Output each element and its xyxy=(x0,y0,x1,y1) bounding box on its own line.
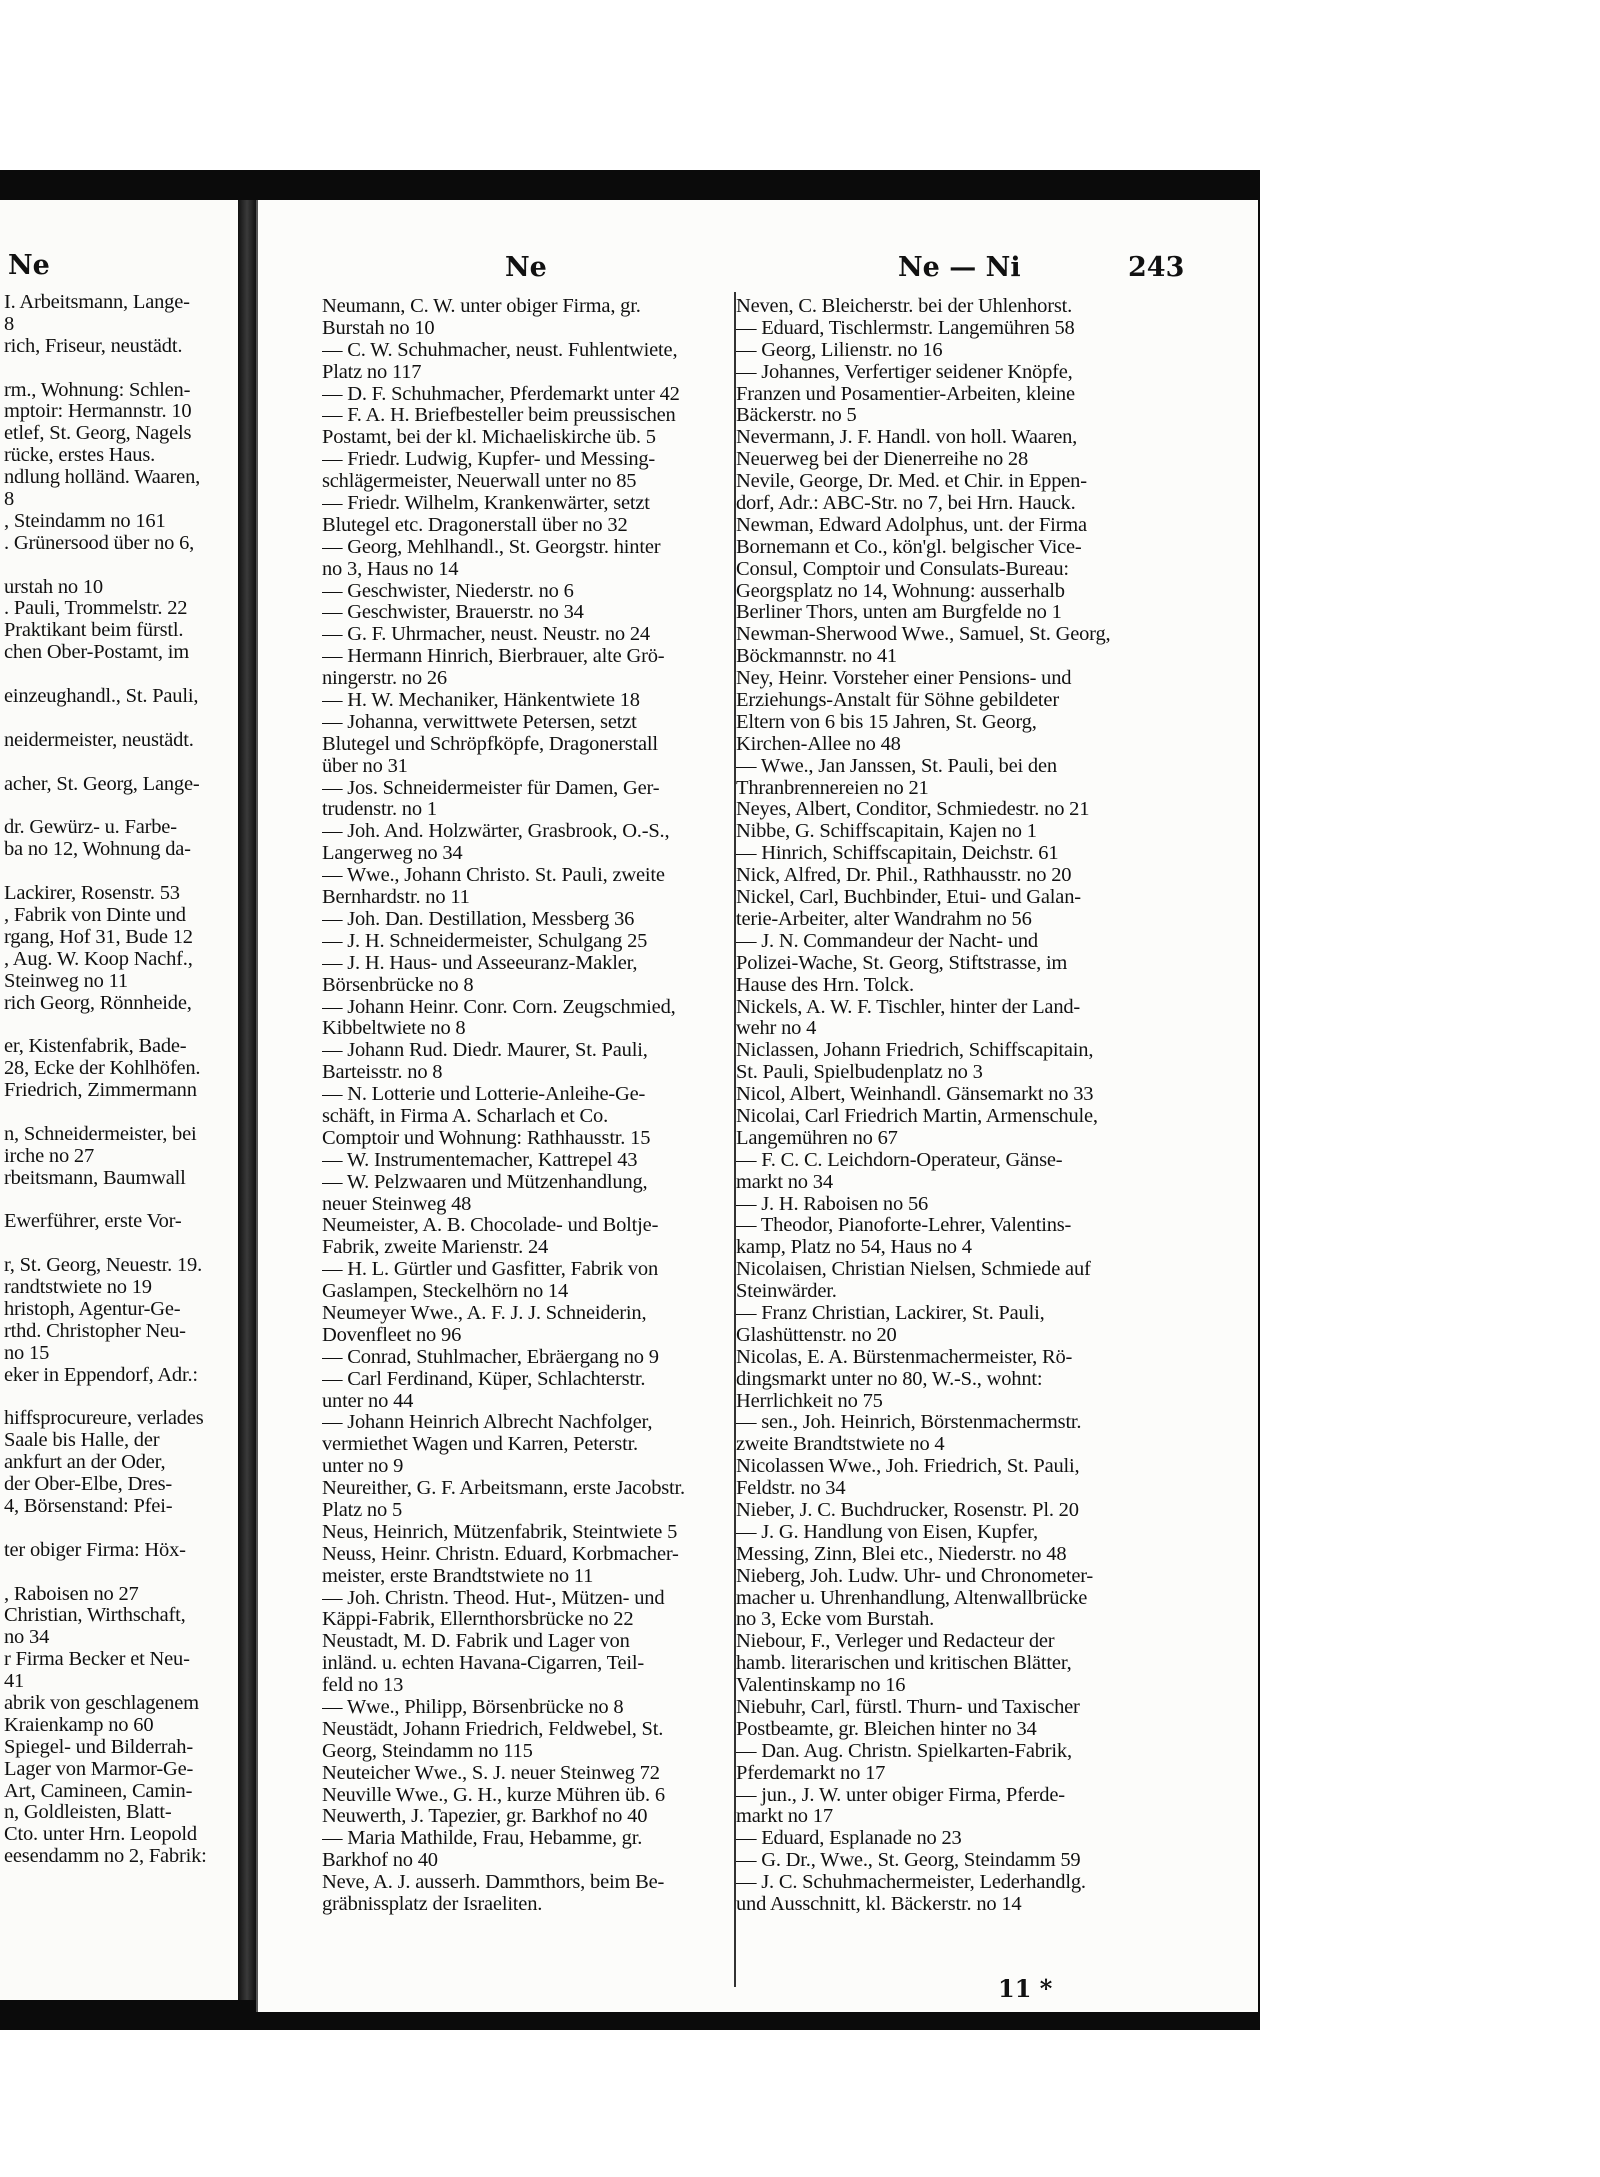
text-line: zweite Brandtstwiete no 4 xyxy=(736,1434,945,1456)
text-line: Blutegel etc. Dragonerstall über no 32 xyxy=(322,514,628,536)
text-line: — H. W. Mechaniker, Hänkentwiete 18 xyxy=(322,690,640,712)
text-line: Neuerweg bei der Dienerreihe no 28 xyxy=(736,449,1029,471)
text-line: Steinweg no 11 xyxy=(4,970,128,992)
text-line: eker in Eppendorf, Adr.: xyxy=(4,1364,198,1386)
text-line: unter no 44 xyxy=(322,1390,414,1412)
text-line: Erziehungs-Anstalt für Söhne gebildeter xyxy=(736,690,1059,712)
text-line: Neuss, Heinr. Christn. Eduard, Korbmacher- xyxy=(322,1543,679,1565)
text-line: n, Goldleisten, Blatt- xyxy=(4,1802,172,1824)
text-line: Neuteicher Wwe., S. J. neuer Steinweg 72 xyxy=(322,1762,660,1784)
text-line: — Geschwister, Niederstr. no 6 xyxy=(322,580,574,602)
text-line: no 3, Haus no 14 xyxy=(322,558,459,580)
text-line: hamb. literarischen und kritischen Blätter, xyxy=(736,1653,1072,1675)
text-line: etlef, St. Georg, Nagels xyxy=(4,423,192,445)
entry-column-2 xyxy=(736,296,1156,1916)
text-line: — J. N. Commandeur der Nacht- und xyxy=(736,930,1038,952)
text-line: , Steindamm no 161 xyxy=(4,510,166,532)
text-line: — jun., J. W. unter obiger Firma, Pferde- xyxy=(736,1784,1065,1806)
text-line: , Raboisen no 27 xyxy=(4,1583,139,1605)
text-line xyxy=(4,1387,236,1409)
text-line: ter obiger Firma: Höx- xyxy=(4,1539,186,1561)
text-line: feld no 13 xyxy=(322,1675,404,1697)
text-line: chen Ober-Postamt, im xyxy=(4,642,189,664)
text-line: dingsmarkt unter no 80, W.-S., wohnt: xyxy=(736,1368,1043,1390)
text-line: — J. H. Raboisen no 56 xyxy=(736,1193,929,1215)
text-line: hiffsprocureure, verlades xyxy=(4,1408,204,1430)
text-line xyxy=(4,1518,236,1540)
text-line: neuer Steinweg 48 xyxy=(322,1193,472,1215)
text-line: Nieberg, Joh. Ludw. Uhr- und Chronometer- xyxy=(736,1565,1094,1587)
text-line: Blutegel und Schröpfköpfe, Dragonerstall xyxy=(322,733,658,755)
text-line: schäft, in Firma A. Scharlach et Co. xyxy=(322,1105,608,1127)
text-line: — Johannes, Verfertiger seidener Knöpfe, xyxy=(736,361,1073,383)
text-line: Nicolaisen, Christian Nielsen, Schmiede auf xyxy=(736,1259,1091,1281)
text-line: no 34 xyxy=(4,1627,50,1649)
text-line: Neus, Heinrich, Mützenfabrik, Steintwiete 5 xyxy=(322,1521,678,1543)
text-line: — D. F. Schuhmacher, Pferdemarkt unter 42 xyxy=(322,383,680,405)
text-line: Niebour, F., Verleger und Redacteur der xyxy=(736,1631,1055,1653)
text-line: . Grünersood über no 6, xyxy=(4,532,195,554)
text-line xyxy=(4,1562,236,1584)
text-line: rgang, Hof 31, Bude 12 xyxy=(4,926,193,948)
text-line: rücke, erstes Haus. xyxy=(4,445,156,467)
text-line: — Wwe., Philipp, Börsenbrücke no 8 xyxy=(322,1697,624,1718)
text-line: 41 xyxy=(4,1671,25,1693)
text-line: rbeitsmann, Baumwall xyxy=(4,1167,186,1189)
text-line: Nicolassen Wwe., Joh. Friedrich, St. Pauli, xyxy=(736,1456,1080,1478)
text-line: Nibbe, G. Schiffscapitain, Kajen no 1 xyxy=(736,821,1037,843)
text-line: Georg, Steindamm no 115 xyxy=(322,1740,533,1762)
text-line: terie-Arbeiter, alter Wandrahm no 56 xyxy=(736,908,1032,930)
text-line xyxy=(4,861,236,883)
text-line: Neumeister, A. B. Chocolade- und Boltje- xyxy=(322,1215,659,1237)
text-line: inländ. u. echten Havana-Cigarren, Teil- xyxy=(322,1653,645,1675)
text-line: vermiethet Wagen und Karren, Peterstr. xyxy=(322,1434,638,1456)
left-page xyxy=(0,200,240,2000)
text-line: trudenstr. no 1 xyxy=(322,799,437,821)
text-line: eesendamm no 2, Fabrik: xyxy=(4,1846,207,1868)
text-line xyxy=(4,752,236,774)
text-line: Hause des Hrn. Tolck. xyxy=(736,974,914,996)
text-line: Kraienkamp no 60 xyxy=(4,1714,154,1736)
text-line: n, Schneidermeister, bei xyxy=(4,1123,197,1145)
text-line: Nevermann, J. F. Handl. von holl. Waaren, xyxy=(736,427,1078,449)
text-line: — Johann Rud. Diedr. Maurer, St. Pauli, xyxy=(322,1040,648,1062)
text-line: — sen., Joh. Heinrich, Börstenmachermstr. xyxy=(736,1412,1082,1434)
text-line: Ney, Heinr. Vorsteher einer Pensions- und xyxy=(736,668,1072,690)
text-line: markt no 34 xyxy=(736,1171,833,1193)
text-line: abrik von geschlagenem xyxy=(4,1693,199,1714)
text-line: Nick, Alfred, Dr. Phil., Rathhausstr. no 20 xyxy=(736,865,1072,887)
text-line: Franzen und Posamentier-Arbeiten, kleine xyxy=(736,383,1075,405)
text-line: — Franz Christian, Lackirer, St. Pauli, xyxy=(736,1302,1045,1324)
text-line: — Joh. And. Holzwärter, Grasbrook, O.-S., xyxy=(322,821,670,843)
right-page-header-right: Ne — Ni xyxy=(898,252,1021,283)
text-line: Käppi-Fabrik, Ellernthorsbrücke no 22 xyxy=(322,1609,634,1631)
left-page-header: Ne xyxy=(8,250,50,281)
text-line: neidermeister, neustädt. xyxy=(4,729,194,751)
text-line: r Firma Becker et Neu- xyxy=(4,1649,190,1671)
text-line: Newman-Sherwood Wwe., Samuel, St. Georg, xyxy=(736,624,1111,646)
text-line: — Conrad, Stuhlmacher, Ebräergang no 9 xyxy=(322,1346,659,1368)
text-line: 8 xyxy=(4,489,15,511)
text-line: macher u. Uhrenhandlung, Altenwallbrücke xyxy=(736,1587,1088,1609)
text-line: Neustädt, Johann Friedrich, Feldwebel, St. xyxy=(322,1718,664,1740)
text-line: no 3, Ecke vom Burstah. xyxy=(736,1609,935,1631)
text-line: Bornemann et Co., kön'gl. belgischer Vice- xyxy=(736,536,1082,558)
text-line: meister, erste Brandtstwiete no 11 xyxy=(322,1565,594,1587)
text-line: r, St. Georg, Neuestr. 19. xyxy=(4,1255,203,1277)
text-line: urstah no 10 xyxy=(4,576,103,598)
text-line: Polizei-Wache, St. Georg, Stiftstrasse, im xyxy=(736,952,1068,974)
text-line: über no 31 xyxy=(322,755,408,777)
text-line: Neven, C. Bleicherstr. bei der Uhlenhorst. xyxy=(736,296,1073,317)
text-line: Langemühren no 67 xyxy=(736,1127,898,1149)
text-line: Dovenfleet no 96 xyxy=(322,1324,462,1346)
text-line: — Georg, Lilienstr. no 16 xyxy=(736,339,943,361)
text-line: 8 xyxy=(4,313,15,335)
text-line: Feldstr. no 34 xyxy=(736,1478,846,1500)
right-page xyxy=(256,200,1258,2012)
text-line: Praktikant beim fürstl. xyxy=(4,620,184,642)
signature-mark: 11 * xyxy=(998,1974,1053,2003)
text-line: Messing, Zinn, Blei etc., Niederstr. no 48 xyxy=(736,1543,1067,1565)
text-line: kamp, Platz no 54, Haus no 4 xyxy=(736,1237,972,1259)
text-line: — Wwe., Jan Janssen, St. Pauli, bei den xyxy=(736,755,1057,777)
text-line: — G. Dr., Wwe., St. Georg, Steindamm 59 xyxy=(736,1850,1081,1872)
text-line: — J. C. Schuhmachermeister, Lederhandlg. xyxy=(736,1872,1086,1894)
text-line: wehr no 4 xyxy=(736,1018,817,1040)
text-line xyxy=(4,358,236,380)
text-line: — Eduard, Tischlermstr. Langemühren 58 xyxy=(736,317,1075,339)
text-line: — W. Pelzwaaren und Mützenhandlung, xyxy=(322,1171,648,1193)
text-line: ba no 12, Wohnung da- xyxy=(4,839,191,861)
text-line: Spiegel- und Bilderrah- xyxy=(4,1736,193,1758)
entry-column-1 xyxy=(322,296,732,1916)
text-line xyxy=(4,1190,236,1212)
text-line: Nicolai, Carl Friedrich Martin, Armenschule, xyxy=(736,1105,1098,1127)
text-line: Steinwärder. xyxy=(736,1281,837,1303)
text-line: — N. Lotterie und Lotterie-Anleihe-Ge- xyxy=(322,1084,646,1106)
text-line: Art, Camineen, Camin- xyxy=(4,1780,193,1802)
text-line: — W. Instrumentemacher, Kattrepel 43 xyxy=(322,1149,638,1171)
text-line: Pferdemarkt no 17 xyxy=(736,1762,886,1784)
text-line: Lager von Marmor-Ge- xyxy=(4,1758,194,1780)
text-line: dr. Gewürz- u. Farbe- xyxy=(4,817,177,839)
text-line: — Carl Ferdinand, Küper, Schlachterstr. xyxy=(322,1368,646,1390)
text-line: Nickel, Carl, Buchbinder, Etui- und Galan- xyxy=(736,887,1081,909)
text-line: — Theodor, Pianoforte-Lehrer, Valentins- xyxy=(736,1215,1072,1237)
text-line: rich Georg, Rönnheide, xyxy=(4,992,192,1014)
text-line: rthd. Christopher Neu- xyxy=(4,1320,186,1342)
text-line: gräbnissplatz der Israeliten. xyxy=(322,1894,543,1916)
text-line: der Ober-Elbe, Dres- xyxy=(4,1474,173,1496)
text-line: Nevile, George, Dr. Med. et Chir. in Eppen- xyxy=(736,471,1087,493)
text-line: Börsenbrücke no 8 xyxy=(322,974,474,996)
text-line: Postbeamte, gr. Bleichen hinter no 34 xyxy=(736,1718,1037,1740)
text-line xyxy=(4,1102,236,1124)
text-line: acher, St. Georg, Lange- xyxy=(4,773,200,795)
text-line: Platz no 5 xyxy=(322,1499,402,1521)
text-line: — Johanna, verwittwete Petersen, setzt xyxy=(322,711,637,733)
text-line: Herrlichkeit no 75 xyxy=(736,1390,883,1412)
text-line: Barteisstr. no 8 xyxy=(322,1062,443,1084)
text-line: dorf, Adr.: ABC-Str. no 7, bei Hrn. Hauck. xyxy=(736,493,1076,515)
text-line: 4, Börsenstand: Pfei- xyxy=(4,1495,173,1517)
text-line: — Hermann Hinrich, Bierbrauer, alte Grö- xyxy=(322,646,665,668)
text-line xyxy=(4,1014,236,1036)
text-line: — Eduard, Esplanade no 23 xyxy=(736,1828,962,1850)
text-line: — Georg, Mehlhandl., St. Georgstr. hinter xyxy=(322,536,661,558)
text-line xyxy=(4,708,236,730)
text-line: mptoir: Hermannstr. 10 xyxy=(4,401,192,423)
text-line xyxy=(4,1233,236,1255)
text-line: Neuwerth, J. Tapezier, gr. Barkhof no 40 xyxy=(322,1806,648,1828)
text-line: . Pauli, Trommelstr. 22 xyxy=(4,598,188,620)
text-line: und Ausschnitt, kl. Bäckerstr. no 14 xyxy=(736,1894,1022,1916)
text-line: — G. F. Uhrmacher, neust. Neustr. no 24 xyxy=(322,624,650,646)
text-line: — F. A. H. Briefbesteller beim preussischen xyxy=(322,405,676,427)
text-line: Gaslampen, Steckelhörn no 14 xyxy=(322,1281,569,1303)
text-line: Nicol, Albert, Weinhandl. Gänsemarkt no 33 xyxy=(736,1084,1094,1106)
text-line: Neumeyer Wwe., A. F. J. J. Schneiderin, xyxy=(322,1302,647,1324)
text-line: Neumann, C. W. unter obiger Firma, gr. xyxy=(322,296,641,317)
text-line: Niclassen, Johann Friedrich, Schiffscapitain, xyxy=(736,1040,1094,1062)
text-line xyxy=(4,795,236,817)
text-line: Platz no 117 xyxy=(322,361,422,383)
text-line: Kibbeltwiete no 8 xyxy=(322,1018,466,1040)
text-line: randtstwiete no 19 xyxy=(4,1277,152,1299)
text-line: — Johann Heinr. Conr. Corn. Zeugschmied, xyxy=(322,996,676,1018)
text-line xyxy=(4,664,236,686)
text-line: rich, Friseur, neustädt. xyxy=(4,335,183,357)
text-line: 28, Ecke der Kohlhöfen. xyxy=(4,1058,201,1080)
text-line: markt no 17 xyxy=(736,1806,833,1828)
text-line: Neustadt, M. D. Fabrik und Lager von xyxy=(322,1631,630,1653)
text-line: Postamt, bei der kl. Michaeliskirche üb. 5 xyxy=(322,427,656,449)
text-line: — Johann Heinrich Albrecht Nachfolger, xyxy=(322,1412,653,1434)
text-line: Burstah no 10 xyxy=(322,317,435,339)
text-line: Barkhof no 40 xyxy=(322,1850,438,1872)
text-line: Neureither, G. F. Arbeitsmann, erste Jacobstr. xyxy=(322,1478,685,1500)
text-line: Bäckerstr. no 5 xyxy=(736,405,857,427)
text-line: — Wwe., Johann Christo. St. Pauli, zweite xyxy=(322,865,665,887)
text-line: Fabrik, zweite Marienstr. 24 xyxy=(322,1237,549,1259)
text-line: Saale bis Halle, der xyxy=(4,1430,160,1452)
text-line: Comptoir und Wohnung: Rathhausstr. 15 xyxy=(322,1127,651,1149)
text-line: Kirchen-Allee no 48 xyxy=(736,733,901,755)
text-line: , Fabrik von Dinte und xyxy=(4,904,186,926)
text-line: Nicolas, E. A. Bürstenmachermeister, Rö- xyxy=(736,1346,1073,1368)
text-line: — Hinrich, Schiffscapitain, Deichstr. 61 xyxy=(736,843,1059,865)
text-line: unter no 9 xyxy=(322,1456,404,1478)
right-page-header-left: Ne xyxy=(505,252,547,283)
text-line: hristoph, Agentur-Ge- xyxy=(4,1298,181,1320)
text-line: ankfurt an der Oder, xyxy=(4,1452,166,1474)
text-line: Neuville Wwe., G. H., kurze Mühren üb. 6 xyxy=(322,1784,665,1806)
text-line: Neyes, Albert, Conditor, Schmiedestr. no 21 xyxy=(736,799,1090,821)
text-line: — J. H. Schneidermeister, Schulgang 25 xyxy=(322,930,648,952)
text-line: — Joh. Christn. Theod. Hut-, Mützen- und xyxy=(322,1587,665,1609)
book-gutter xyxy=(238,200,256,2000)
text-line: — Joh. Dan. Destillation, Messberg 36 xyxy=(322,908,635,930)
text-line: irche no 27 xyxy=(4,1145,95,1167)
text-line: — H. L. Gürtler und Gasfitter, Fabrik von xyxy=(322,1259,658,1281)
text-line: einzeughandl., St. Pauli, xyxy=(4,686,199,708)
text-line: Friedrich, Zimmermann xyxy=(4,1080,197,1102)
text-line: Cto. unter Hrn. Leopold xyxy=(4,1824,197,1846)
text-line: no 15 xyxy=(4,1342,50,1364)
text-line: — J. G. Handlung von Eisen, Kupfer, xyxy=(736,1521,1038,1543)
text-line: schlägermeister, Neuerwall unter no 85 xyxy=(322,471,637,493)
text-line: Ewerführer, erste Vor- xyxy=(4,1211,182,1233)
text-line: Neve, A. J. ausserh. Dammthors, beim Be- xyxy=(322,1872,665,1894)
text-line: er, Kistenfabrik, Bade- xyxy=(4,1036,187,1058)
left-page-text-column xyxy=(4,292,236,1868)
text-line: Böckmannstr. no 41 xyxy=(736,646,897,668)
text-line: Niebuhr, Carl, fürstl. Thurn- und Taxischer xyxy=(736,1697,1080,1718)
page-number: 243 xyxy=(1128,252,1185,283)
text-line: , Aug. W. Koop Nachf., xyxy=(4,948,193,970)
text-line: Consul, Comptoir und Consulats-Bureau: xyxy=(736,558,1069,580)
text-line: — Jos. Schneidermeister für Damen, Ger- xyxy=(322,777,660,799)
text-line: — Maria Mathilde, Frau, Hebamme, gr. xyxy=(322,1828,643,1850)
text-line: Valentinskamp no 16 xyxy=(736,1675,906,1697)
text-line: — Dan. Aug. Christn. Spielkarten-Fabrik, xyxy=(736,1740,1072,1762)
text-line: — F. C. C. Leichdorn-Operateur, Gänse- xyxy=(736,1149,1063,1171)
text-line: Lackirer, Rosenstr. 53 xyxy=(4,883,180,905)
text-line: — Friedr. Ludwig, Kupfer- und Messing- xyxy=(322,449,656,471)
text-line: Eltern von 6 bis 15 Jahren, St. Georg, xyxy=(736,711,1037,733)
text-line: rm., Wohnung: Schlen- xyxy=(4,379,191,401)
text-line: ndlung holländ. Waaren, xyxy=(4,467,201,489)
text-line: — C. W. Schuhmacher, neust. Fuhlentwiete, xyxy=(322,339,678,361)
text-line: — Friedr. Wilhelm, Krankenwärter, setzt xyxy=(322,493,650,515)
text-line: Georgsplatz no 14, Wohnung: ausserhalb xyxy=(736,580,1065,602)
text-line: Langerweg no 34 xyxy=(322,843,463,865)
text-line: ningerstr. no 26 xyxy=(322,668,447,690)
text-line: Christian, Wirthschaft, xyxy=(4,1605,186,1627)
text-line: Thranbrennereien no 21 xyxy=(736,777,929,799)
text-line xyxy=(4,555,236,577)
text-line: Berliner Thors, unten am Burgfelde no 1 xyxy=(736,602,1062,624)
text-line: Nieber, J. C. Buchdrucker, Rosenstr. Pl. 20 xyxy=(736,1499,1079,1521)
text-line: Nickels, A. W. F. Tischler, hinter der Land- xyxy=(736,996,1081,1018)
text-line: I. Arbeitsmann, Lange- xyxy=(4,292,190,313)
text-line: Newman, Edward Adolphus, unt. der Firma xyxy=(736,514,1087,536)
text-line: Glashüttenstr. no 20 xyxy=(736,1324,897,1346)
text-line: Bernhardstr. no 11 xyxy=(322,887,470,909)
text-line: — J. H. Haus- und Asseeuranz-Makler, xyxy=(322,952,638,974)
text-line: St. Pauli, Spielbudenplatz no 3 xyxy=(736,1062,983,1084)
text-line: — Geschwister, Brauerstr. no 34 xyxy=(322,602,584,624)
